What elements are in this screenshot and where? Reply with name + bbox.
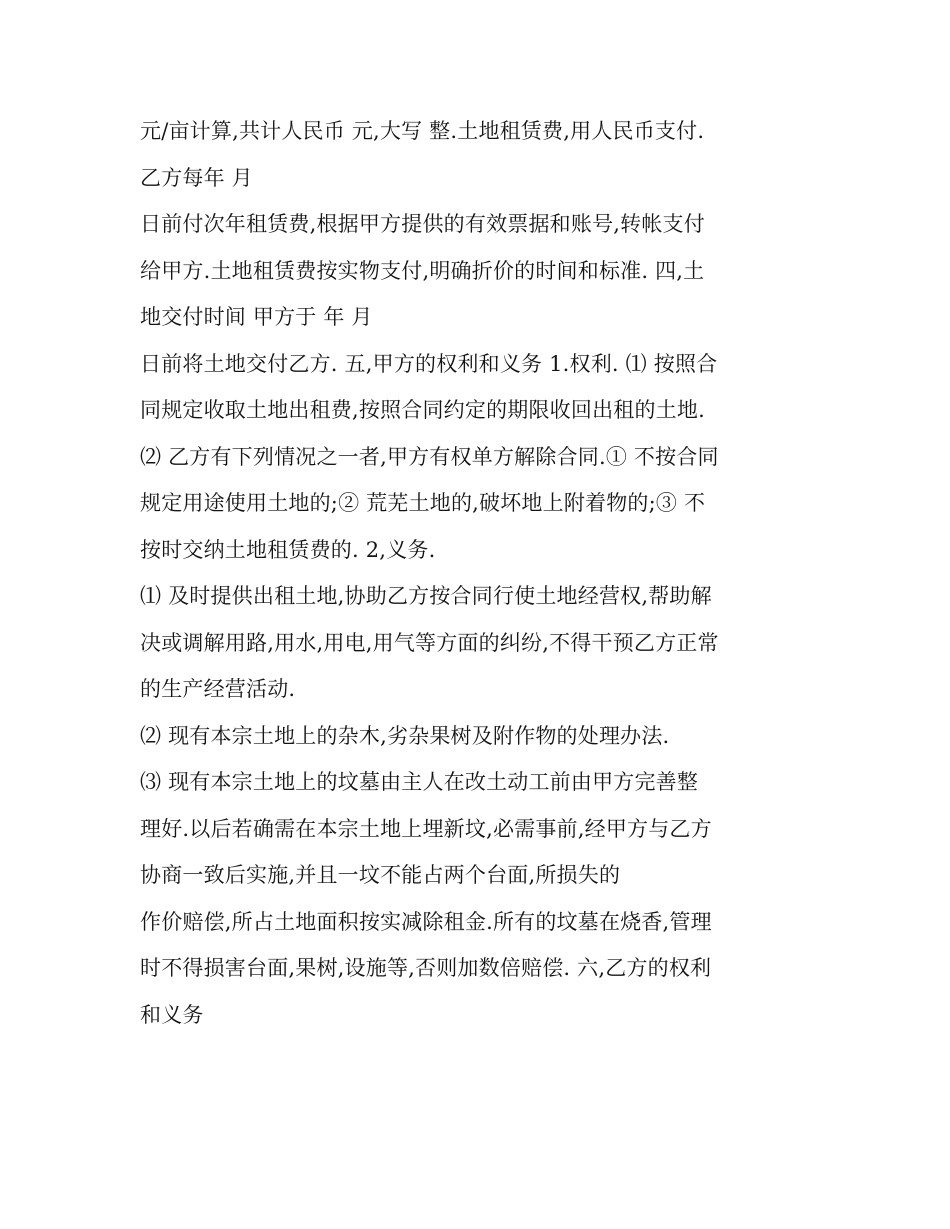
text-line: 规定用途使用土地的;② 荒芜土地的,破坏地上附着物的;③ 不	[140, 491, 706, 515]
text-line: ⑴ 及时提供出租土地,协助乙方按合同行使土地经营权,帮助解	[140, 584, 712, 608]
text-line: 理好.以后若确需在本宗土地上埋新坟,必需事前,经甲方与乙方	[140, 816, 712, 841]
text-line: 同规定收取土地出租费,按照合同约定的期限收回出租的土地.	[140, 398, 705, 422]
text-line: 地交付时间 甲方于 年 月	[140, 305, 373, 329]
text-line: 作价赔偿,所占土地面积按实减除租金.所有的坟墓在烧香,管理	[140, 909, 712, 934]
text-line: 按时交纳土地租赁费的. 2,义务.	[140, 537, 436, 562]
text-line: ⑵ 现有本宗土地上的杂木,劣杂果树及附作物的处理办法.	[140, 723, 670, 748]
text-line: 给甲方.土地租赁费按实物支付,明确折价的时间和标准. 四,土	[140, 258, 705, 283]
text-line: 日前将土地交付乙方. 五,甲方的权利和义务 1.权利. ⑴ 按照合	[140, 351, 718, 376]
text-line: 乙方每年 月	[140, 165, 253, 190]
text-line: 协商一致后实施,并且一坟不能占两个台面,所损失的	[140, 863, 621, 887]
text-line: ⑶ 现有本宗土地上的坟墓由主人在改土动工前由甲方完善整	[140, 770, 699, 794]
text-line: 元/亩计算,共计人民币 元,大写 整.土地租赁费,用人民币支付.	[140, 119, 705, 143]
text-line: 和义务	[140, 1002, 204, 1027]
contract-text-body	[140, 108, 820, 1038]
text-line: 的生产经营活动.	[140, 677, 296, 701]
text-line: 时不得损害台面,果树,设施等,否则加数倍赔偿. 六,乙方的权利	[140, 956, 712, 980]
text-line: 决或调解用路,用水,用电,用气等方面的纠纷,不得干预乙方正常	[140, 630, 719, 655]
text-line: 日前付次年租赁费,根据甲方提供的有效票据和账号,转帐支付	[140, 212, 705, 236]
text-line: ⑵ 乙方有下列情况之一者,甲方有权单方解除合同.① 不按合同	[140, 444, 719, 469]
